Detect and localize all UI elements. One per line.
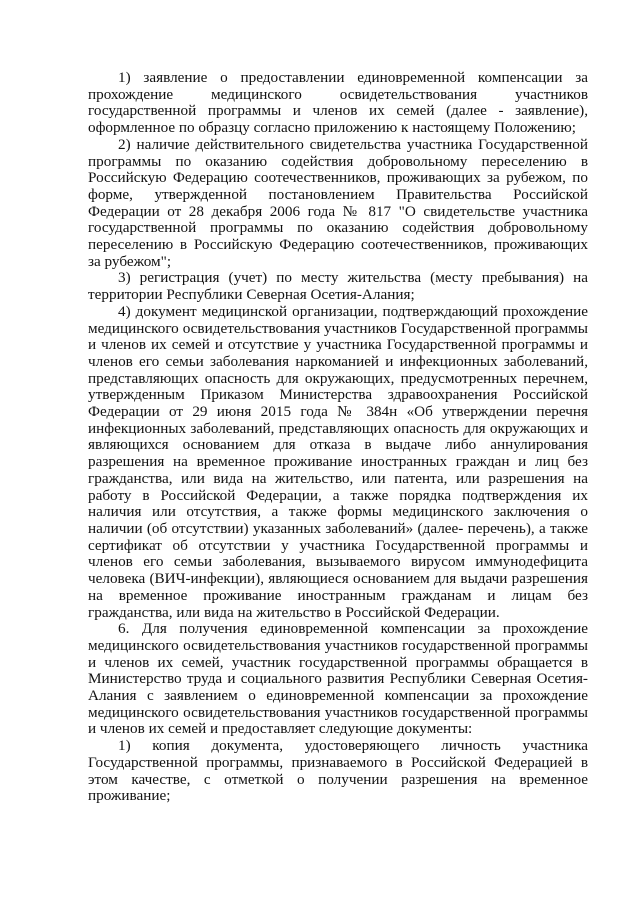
paragraph-item-2-certificate: 2) наличие действительного свидетельства участника Государственной программы по оказанию содействия добровольному переселению в Российскую Федерацию соотечественников, проживающих за рубежом, по форме, утвержденной постановлением Правительства Российской Федерации от 28 декабря 2006 года № 817 "О свидетельстве участника государственной программы по оказанию содействия добровольному переселению в Российскую Федерацию соотечественников, проживающих за рубежом"; (88, 135, 588, 270)
paragraph-item-3-registration: 3) регистрация (учет) по месту жительства (месту пребывания) на территории Республики Северная Осетия-Алания; (88, 269, 588, 304)
paragraph-item-1-identity-copy: 1) копия документа, удостоверяющего личность участника Государственной программы, признаваемого в Российской Федерацией в этом качестве, с отметкой о получении разрешения на временное проживание; (88, 737, 588, 805)
paragraph-item-4-medical-document: 4) документ медицинской организации, подтверждающий прохождение медицинского освидетельствования участников Государственной программы и членов их семей и отсутствие у участника Государственной программы и членов его семьи заболевания наркоманией и инфекционных заболеваний, представляющих опасность для окружающих, предусмотренных перечнем, утвержденным Приказом Министерства здравоохранения Российской Федерации от 29 июня 2015 года № 384н «Об утверждении перечня инфекционных заболеваний, представляющих опасность для окружающих и являющихся основанием для отказа в выдаче либо аннулирования разрешения на временное проживание иностранных граждан и лиц без гражданства, или вида на жительство, или патента, или разрешения на работу в Российской Федерации, а также порядка подтверждения их наличия или отсутствия, а также формы медицинского заключения о наличии (об отсутствии) указанных заболеваний» (далее- перечень), а также сертификат об отсутствии у участника Государственной программы и членов его семьи заболевания, вызываемого вирусом иммунодефицита человека (ВИЧ-инфекции), являющиеся основанием для выдачи разрешения на временное проживание иностранным гражданам и лицам без гражданства, или вида на жительство в Российской Федерации. (88, 302, 588, 621)
paragraph-item-1-application: 1) заявление о предоставлении единовременной компенсации за прохождение медицинского освидетельствования участников государственной программы и членов их семей (далее - заявление), оформленное по образцу согласно приложению к настоящему Положению; (88, 69, 588, 137)
paragraph-section-6: 6. Для получения единовременной компенсации за прохождение медицинского освидетельствования участников государственной программы и членов их семей, участник государственной программы обращается в Министерство труда и социального развития Республики Северная Осетия-Алания с заявлением о единовременной компенсации за прохождение медицинского освидетельствования участников государственной программы и членов их семей и предоставляет следующие документы: (88, 620, 588, 738)
document-page (88, 70, 588, 805)
